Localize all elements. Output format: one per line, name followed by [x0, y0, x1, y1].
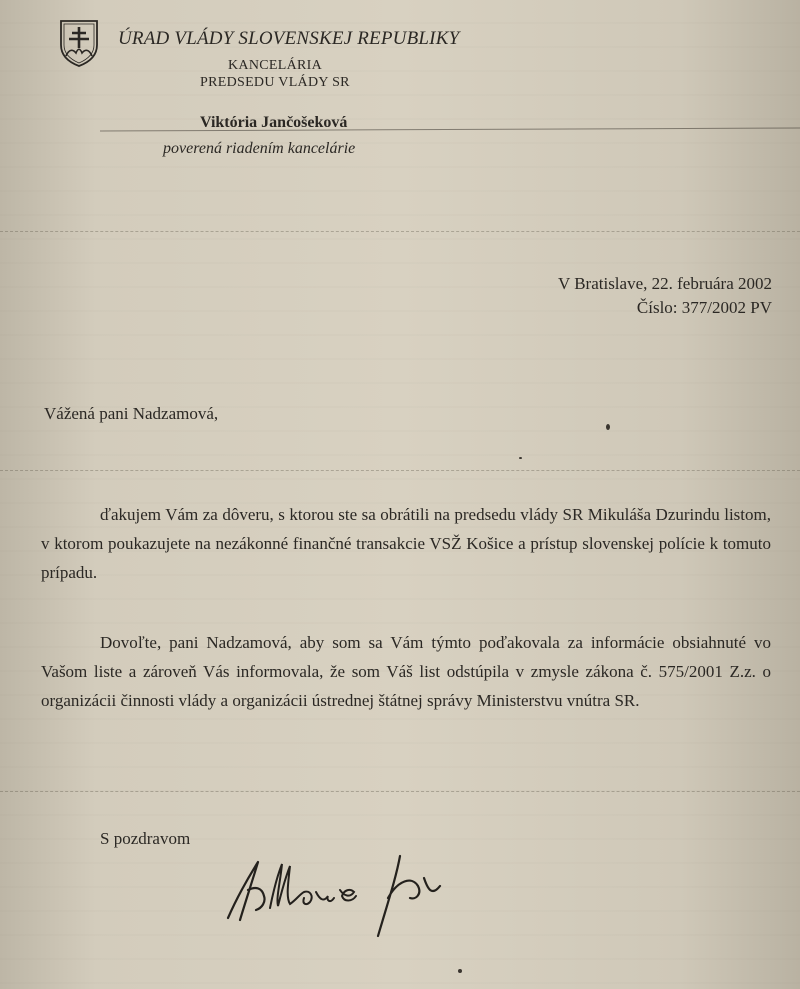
paper-crease [0, 791, 800, 792]
body-paragraph-2: Dovoľte, pani Nadzamová, aby som sa Vám týmto poďakovala za informácie obsiahnuté vo Vašom liste a zároveň Vás informovala, že som Váš list odstúpila v zmysle zákona č. 575/2001 Z.z. o organizácii činnosti vlády a organizácii ústrednej štátnej správy Ministerstvu vnútra SR. [41, 633, 771, 710]
sender-role: poverená riadením kancelárie [163, 140, 356, 157]
issuing-office-title: ÚRAD VLÁDY SLOVENSKEJ REPUBLIKY [118, 28, 460, 49]
paper-crease [0, 470, 800, 471]
sender-name: Viktória Jančošeková [200, 114, 348, 131]
handwritten-signature [218, 840, 458, 950]
department-line-2: PREDSEDU VLÁDY SR [200, 75, 350, 90]
closing: S pozdravom [100, 829, 191, 848]
slovak-coat-of-arms-icon [58, 18, 100, 68]
paper-speck [458, 969, 462, 973]
reference-number: Číslo: 377/2002 PV [636, 298, 772, 317]
body-paragraph-1: ďakujem Vám za dôveru, s ktorou ste sa obrátili na predsedu vlády SR Mikuláša Dzurindu listom, v ktorom poukazujete na nezákonné finančné transakcie VSŽ Košice a prístup slovenskej polície k tomuto prípadu. [41, 505, 771, 582]
department-line-1: KANCELÁRIA [228, 58, 322, 73]
salutation: Vážená pani Nadzamová, [44, 404, 219, 423]
paper-speck [606, 424, 610, 430]
paper-crease [0, 231, 800, 232]
paper-speck [519, 457, 522, 459]
place-and-date: V Bratislave, 22. februára 2002 [557, 274, 772, 293]
